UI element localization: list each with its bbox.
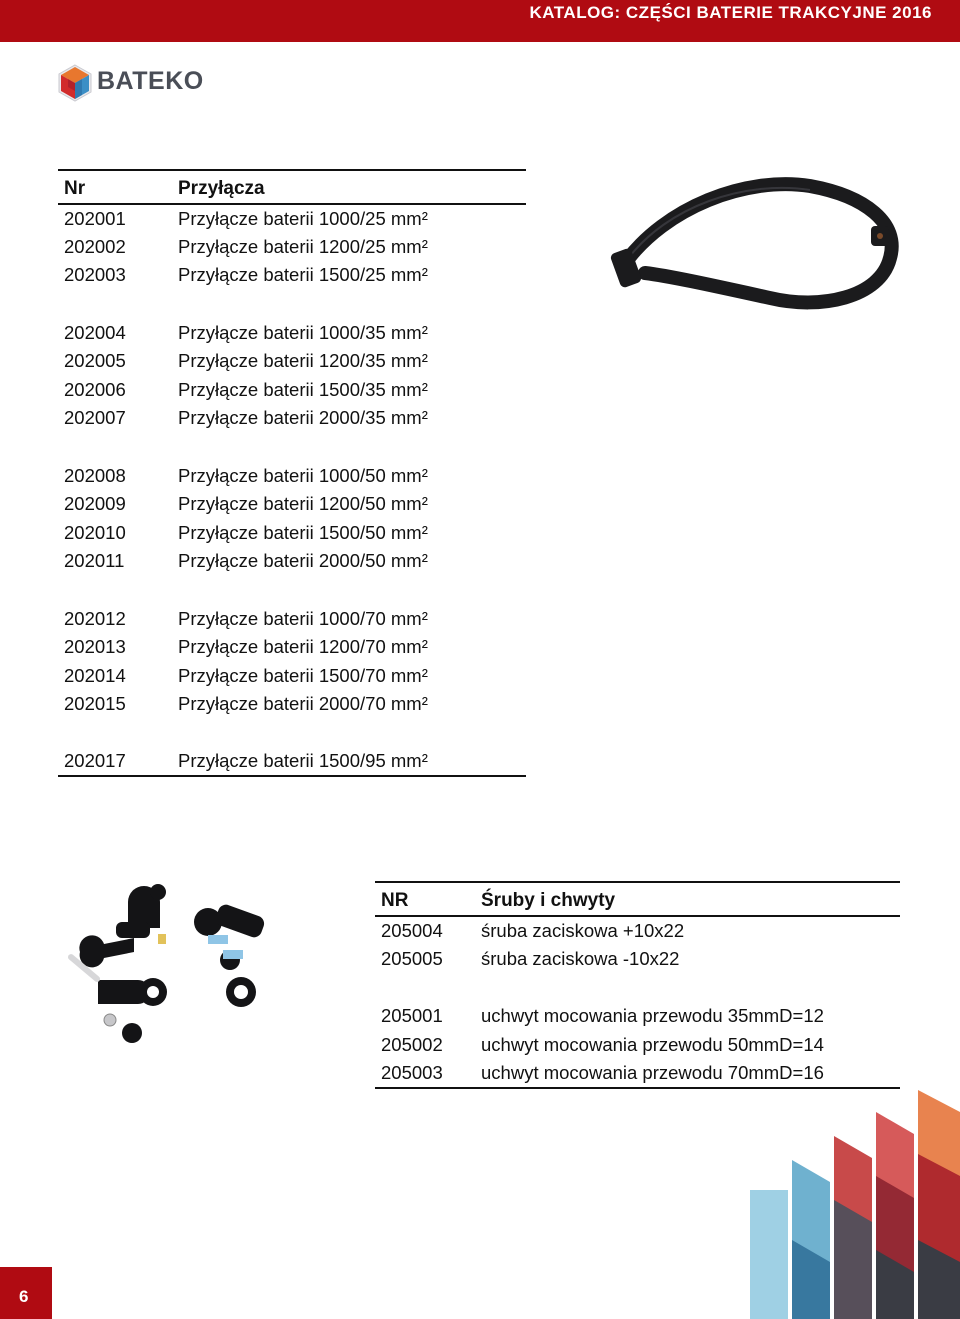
cable-image — [605, 168, 915, 318]
item-number: 202006 — [64, 378, 126, 400]
item-name: Przyłącze baterii 1000/70 mm² — [178, 607, 428, 629]
table-row — [58, 204, 526, 233]
table-header — [375, 882, 900, 916]
group-spacer — [375, 973, 900, 1002]
item-number: 202002 — [64, 235, 126, 257]
item-number: 202007 — [64, 407, 126, 429]
bateko-logo — [57, 63, 207, 103]
item-number: 202008 — [64, 464, 126, 486]
connectors-table — [58, 169, 526, 777]
item-name: uchwyt mocowania przewodu 50mmD=14 — [481, 1033, 824, 1055]
table-row — [58, 233, 526, 262]
column-name: Przyłącza — [178, 170, 526, 204]
decorative-bars — [750, 1090, 960, 1319]
item-name: Przyłącze baterii 2000/35 mm² — [178, 407, 428, 429]
table-row — [58, 461, 526, 490]
item-name: Przyłącze baterii 1000/25 mm² — [178, 207, 428, 229]
item-number: 202010 — [64, 521, 126, 543]
item-name: Przyłącze baterii 1500/25 mm² — [178, 264, 428, 286]
table-row — [375, 1030, 900, 1059]
table-row — [58, 318, 526, 347]
item-name: Przyłącze baterii 1000/50 mm² — [178, 464, 428, 486]
table-row — [375, 1059, 900, 1088]
item-name: Przyłącze baterii 2000/50 mm² — [178, 550, 428, 572]
item-number: 202005 — [64, 350, 126, 372]
table-row — [58, 490, 526, 519]
table-row — [58, 633, 526, 662]
item-number: 202014 — [64, 664, 126, 686]
table-row — [375, 945, 900, 974]
item-name: Przyłącze baterii 1500/95 mm² — [178, 747, 526, 776]
table-row — [58, 547, 526, 576]
group-spacer — [58, 576, 526, 605]
item-name: Przyłącze baterii 1500/50 mm² — [178, 521, 428, 543]
group-spacer — [58, 290, 526, 319]
column-nr: NR — [375, 882, 481, 916]
item-name: Przyłącze baterii 1500/70 mm² — [178, 664, 428, 686]
item-number: 202001 — [64, 207, 126, 229]
column-name: Śruby i chwyty — [481, 882, 900, 916]
item-number: 202017 — [58, 747, 178, 776]
item-name: Przyłącze baterii 1000/35 mm² — [178, 321, 428, 343]
item-number: 205002 — [381, 1033, 443, 1055]
item-number: 202012 — [64, 607, 126, 629]
item-number: 202004 — [64, 321, 126, 343]
item-number: 205005 — [381, 947, 443, 969]
item-number: 202013 — [64, 636, 126, 658]
table-header — [58, 170, 526, 204]
table-row — [375, 916, 900, 945]
group-spacer — [58, 719, 526, 748]
item-number: 202011 — [64, 550, 125, 572]
table-row — [375, 1002, 900, 1031]
table-row — [58, 519, 526, 548]
item-name: Przyłącze baterii 1200/35 mm² — [178, 350, 428, 372]
page-number-box — [0, 1267, 52, 1319]
page-number: 6 — [19, 1287, 29, 1306]
table-row — [58, 404, 526, 433]
item-name: śruba zaciskowa -10x22 — [481, 947, 680, 969]
screws-clamps-image — [58, 880, 288, 1055]
item-number: 202015 — [64, 693, 126, 715]
table-row — [58, 747, 526, 776]
item-number: 202009 — [64, 493, 126, 515]
item-name: Przyłącze baterii 1200/50 mm² — [178, 493, 428, 515]
item-name: Przyłącze baterii 1200/70 mm² — [178, 636, 428, 658]
table-row — [58, 261, 526, 290]
item-name: Przyłącze baterii 1200/25 mm² — [178, 235, 428, 257]
item-name: śruba zaciskowa +10x22 — [481, 919, 685, 941]
item-name: Przyłącze baterii 2000/70 mm² — [178, 693, 428, 715]
item-name: Przyłącze baterii 1500/35 mm² — [178, 378, 428, 400]
cube-logo-icon — [57, 63, 93, 103]
item-number: 205001 — [381, 1005, 443, 1027]
header-bar — [0, 0, 960, 42]
item-number: 205004 — [381, 919, 443, 941]
catalog-title: KATALOG: CZĘŚCI BATERIE TRAKCYJNE 2016 — [529, 3, 932, 22]
table-row — [58, 347, 526, 376]
item-number: 202003 — [64, 264, 126, 286]
column-nr: Nr — [58, 170, 178, 204]
item-name: uchwyt mocowania przewodu 70mmD=16 — [481, 1059, 900, 1088]
item-name: uchwyt mocowania przewodu 35mmD=12 — [481, 1005, 824, 1027]
table-row — [58, 376, 526, 405]
table-row — [58, 604, 526, 633]
group-spacer — [58, 433, 526, 462]
item-number: 205003 — [375, 1059, 481, 1088]
logo-text: BATEKO — [97, 67, 204, 95]
screws-table — [375, 881, 900, 1089]
table-row — [58, 690, 526, 719]
table-row — [58, 662, 526, 691]
